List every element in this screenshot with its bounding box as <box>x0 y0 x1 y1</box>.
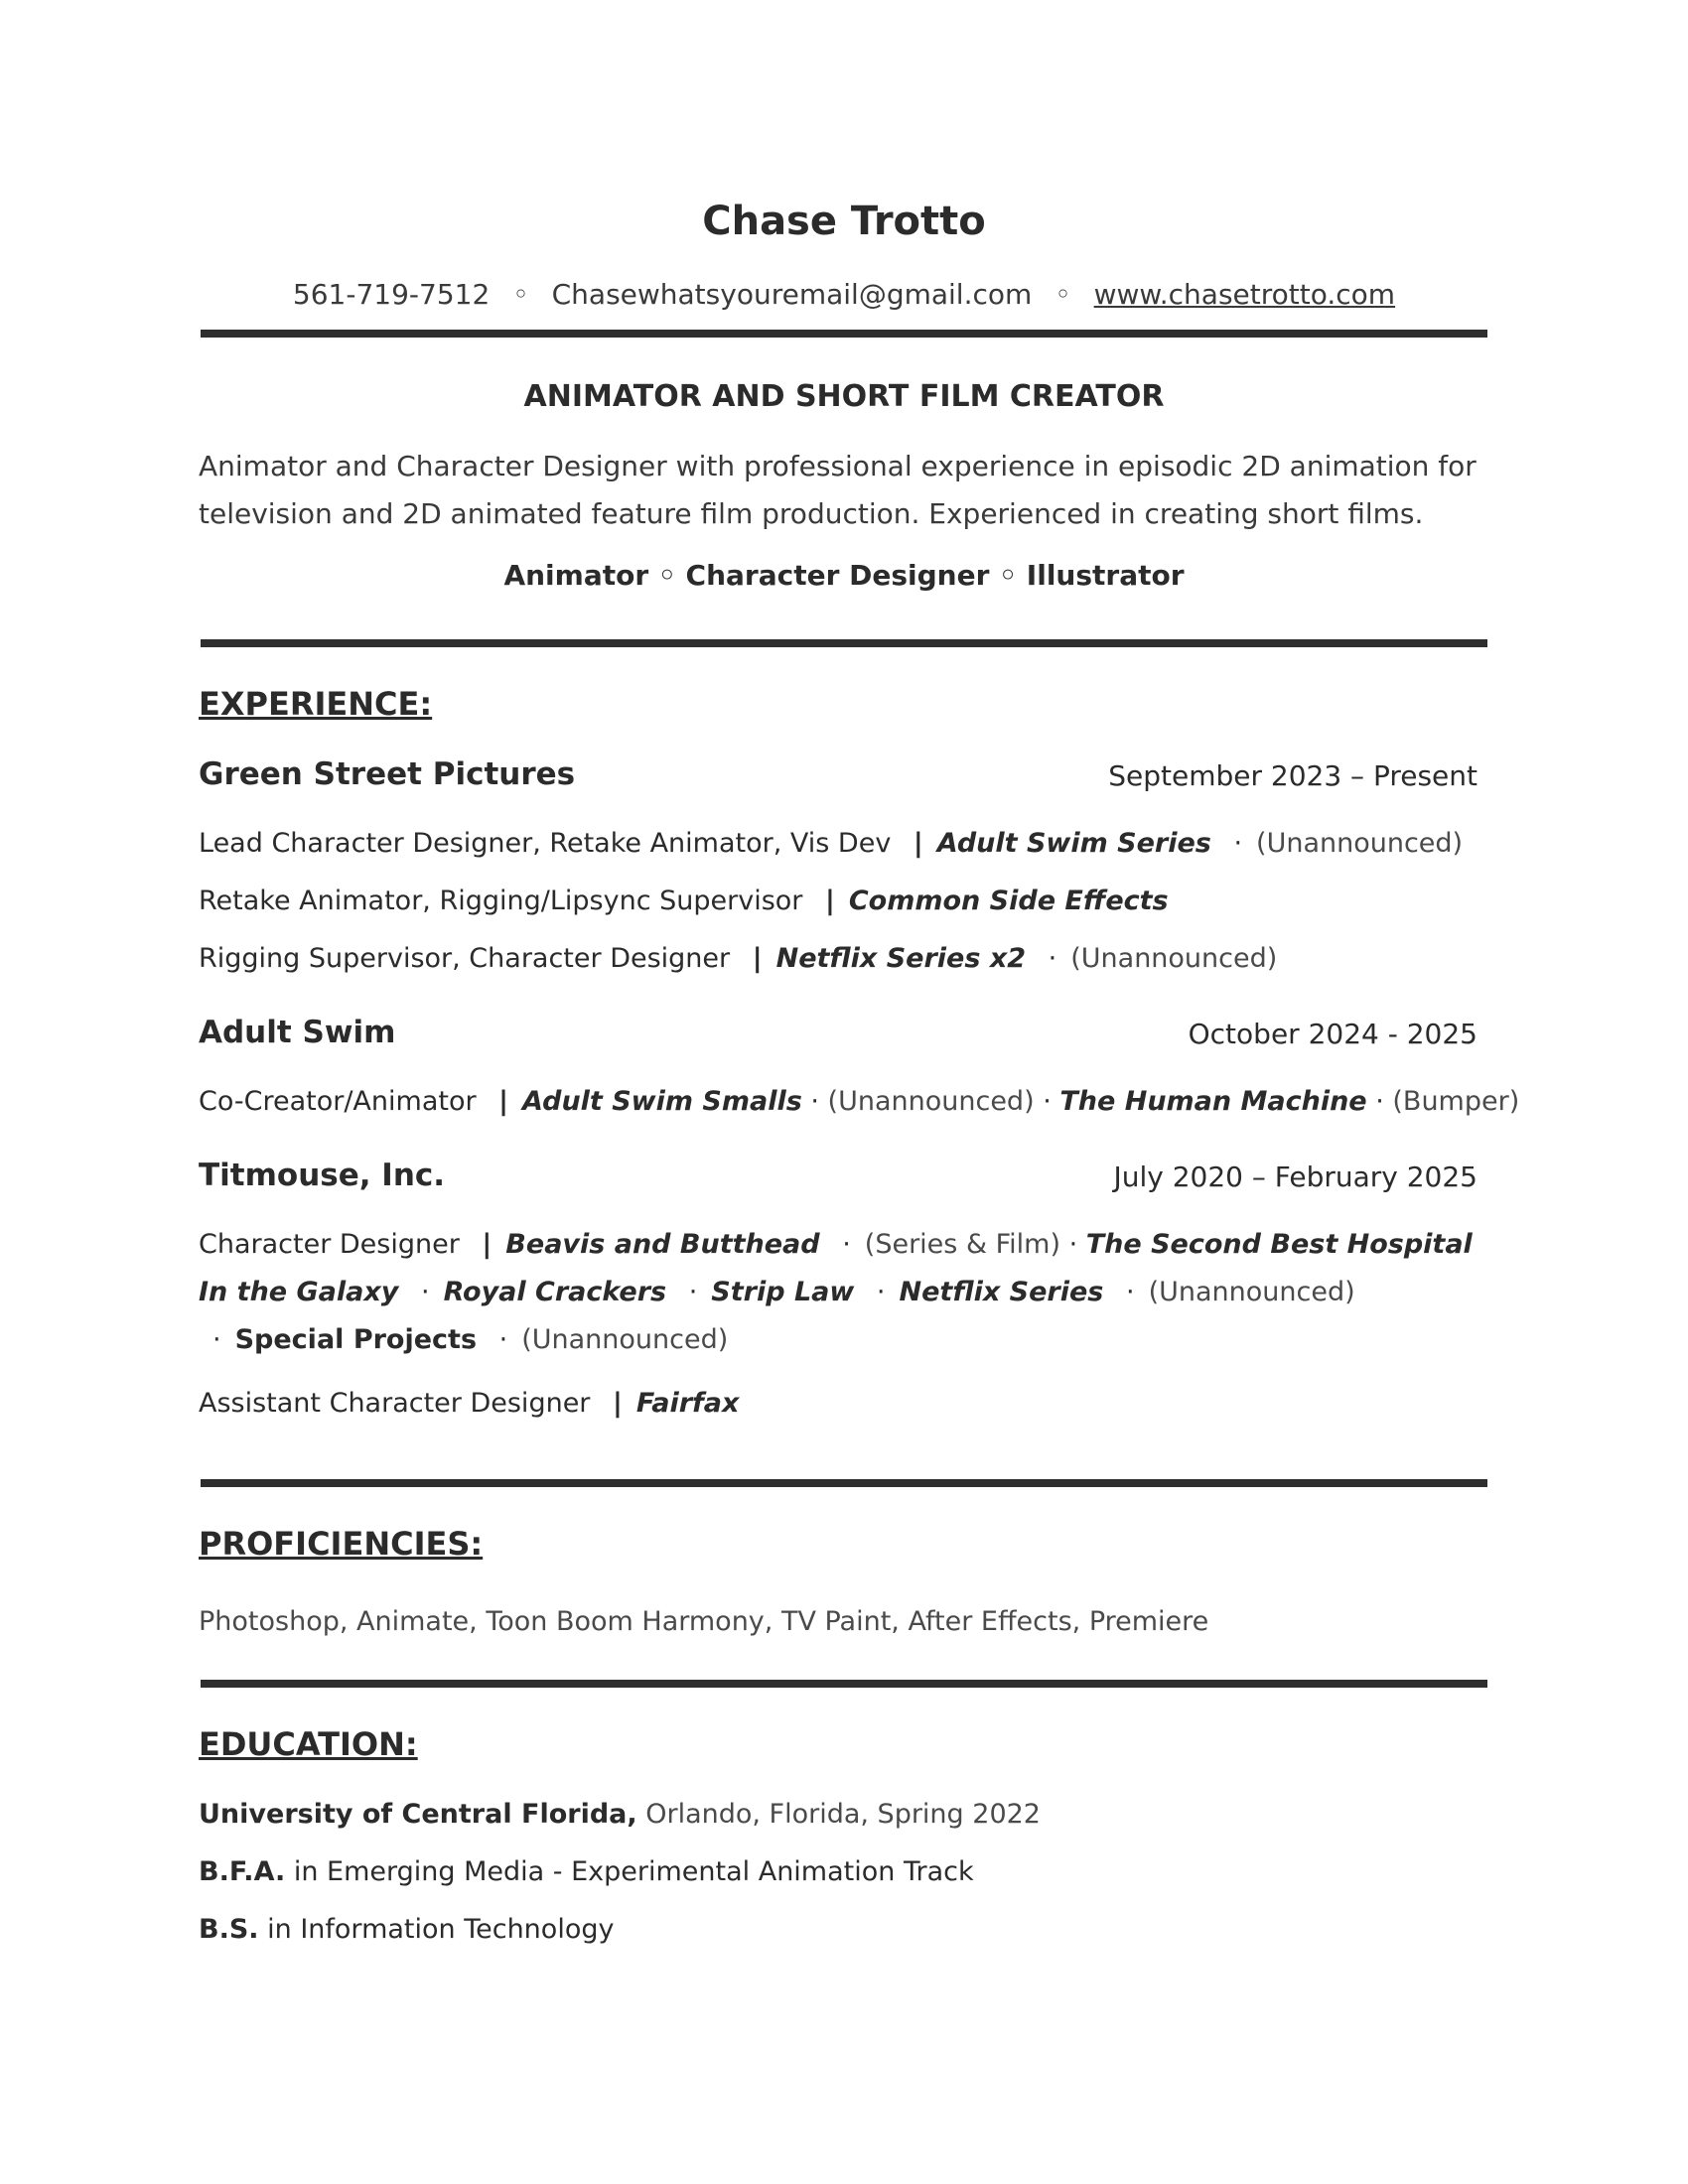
job-line: Lead Character Designer, Retake Animator, Vis Dev | Adult Swim Series · (Unannounced) <box>199 828 1464 859</box>
show-title: Strip Law <box>711 1277 855 1307</box>
school-detail: Orlando, Florida, Spring 2022 <box>645 1799 1041 1830</box>
education-line <box>199 1856 1519 1887</box>
show-note: (Unannounced) <box>1070 943 1278 974</box>
show-title: Netflix Series <box>899 1277 1104 1307</box>
show-title: The Human Machine <box>1059 1086 1367 1117</box>
company-titmouse: Titmouse, Inc. <box>199 1158 446 1193</box>
school-name: University of Central Florida, <box>199 1799 637 1830</box>
show-title: Fairfax <box>635 1388 740 1419</box>
show-title: Special Projects <box>234 1324 478 1355</box>
company-adult-swim: Adult Swim <box>199 1015 396 1050</box>
proficiencies-heading: PROFICIENCIES: <box>199 1525 484 1563</box>
show-title: Royal Crackers <box>443 1277 667 1307</box>
show-title: Common Side Effects <box>848 886 1169 916</box>
job-role: Character Designer <box>199 1229 460 1260</box>
divider <box>201 1479 1487 1487</box>
divider <box>201 1680 1487 1688</box>
dates-green-street: September 2023 – Present <box>1108 759 1477 792</box>
dates-titmouse: July 2020 – February 2025 <box>1113 1160 1477 1193</box>
job-line: Rigging Supervisor, Character Designer | Netflix Series x2 · (Unannounced) <box>199 943 1278 974</box>
divider <box>201 639 1487 647</box>
show-title: Beavis and Butthead <box>505 1229 820 1260</box>
show-title: Adult Swim Smalls <box>522 1086 802 1117</box>
profile-roles: Animator ◦ Character Designer ◦ Illustrator <box>503 559 1185 592</box>
show-title: Adult Swim Series <box>936 828 1211 859</box>
job-line: Retake Animator, Rigging/Lipsync Supervisor | Common Side Effects <box>199 886 1169 916</box>
job-role: Rigging Supervisor, Character Designer <box>199 943 731 974</box>
degree-detail: in Information Technology <box>267 1914 615 1945</box>
email-address: Chasewhatsyouremail@gmail.com <box>551 278 1033 311</box>
contact-separator: ◦ <box>512 278 529 311</box>
show-note: (Bumper) <box>1392 1086 1520 1117</box>
experience-heading: EXPERIENCE: <box>199 685 433 723</box>
company-green-street: Green Street Pictures <box>199 756 576 792</box>
divider <box>201 330 1487 338</box>
website-link[interactable]: www.chasetrotto.com <box>1093 278 1396 311</box>
job-role: Retake Animator, Rigging/Lipsync Supervisor <box>199 886 803 916</box>
degree-detail: in Emerging Media - Experimental Animation Track <box>293 1856 974 1887</box>
show-note: (Unannounced) <box>521 1324 729 1355</box>
job-role: Assistant Character Designer <box>199 1388 591 1419</box>
job-line: Assistant Character Designer | Fairfax <box>199 1388 740 1419</box>
contact-separator: ◦ <box>1055 278 1071 311</box>
show-title: Netflix Series x2 <box>775 943 1027 974</box>
degree: B.F.A. <box>199 1856 286 1887</box>
candidate-name: Chase Trotto <box>702 199 986 244</box>
profile-headline: ANIMATOR AND SHORT FILM CREATOR <box>523 379 1165 414</box>
proficiencies-list: Photoshop, Animate, Toon Boom Harmony, TV Paint, After Effects, Premiere <box>199 1606 1209 1637</box>
show-note: (Unannounced) <box>827 1086 1035 1117</box>
show-note: (Unannounced) <box>1256 828 1464 859</box>
job-role: Lead Character Designer, Retake Animator, Vis Dev <box>199 828 892 859</box>
contact-line <box>0 278 1688 311</box>
education-line <box>199 1914 1519 1945</box>
education-heading: EDUCATION: <box>199 1725 418 1763</box>
job-role: Co-Creator/Animator <box>199 1086 477 1117</box>
job-line: Character Designer | Beavis and Butthead · (Series & Film) · The Second Best Hospital In the Galaxy · Royal Crackers · Strip Law · Netflix Series · (Unannounced) · Special Projects · (Unannounced) <box>199 1229 1473 1355</box>
show-title: The Second Best Hospital In the Galaxy <box>199 1229 1473 1307</box>
show-note: (Series & Film) <box>864 1229 1060 1260</box>
job-line: Co-Creator/Animator | Adult Swim Smalls · (Unannounced) · The Human Machine · (Bumper) <box>199 1086 1520 1117</box>
education-line <box>199 1799 1519 1830</box>
dates-adult-swim: October 2024 - 2025 <box>1188 1018 1477 1050</box>
show-note: (Unannounced) <box>1148 1277 1355 1307</box>
degree: B.S. <box>199 1914 259 1945</box>
phone-number: 561-719-7512 <box>292 278 491 311</box>
profile-summary: Animator and Character Designer with professional experience in episodic 2D animation for television and 2D animated feature film production. Experienced in creating short films. <box>199 450 1477 530</box>
